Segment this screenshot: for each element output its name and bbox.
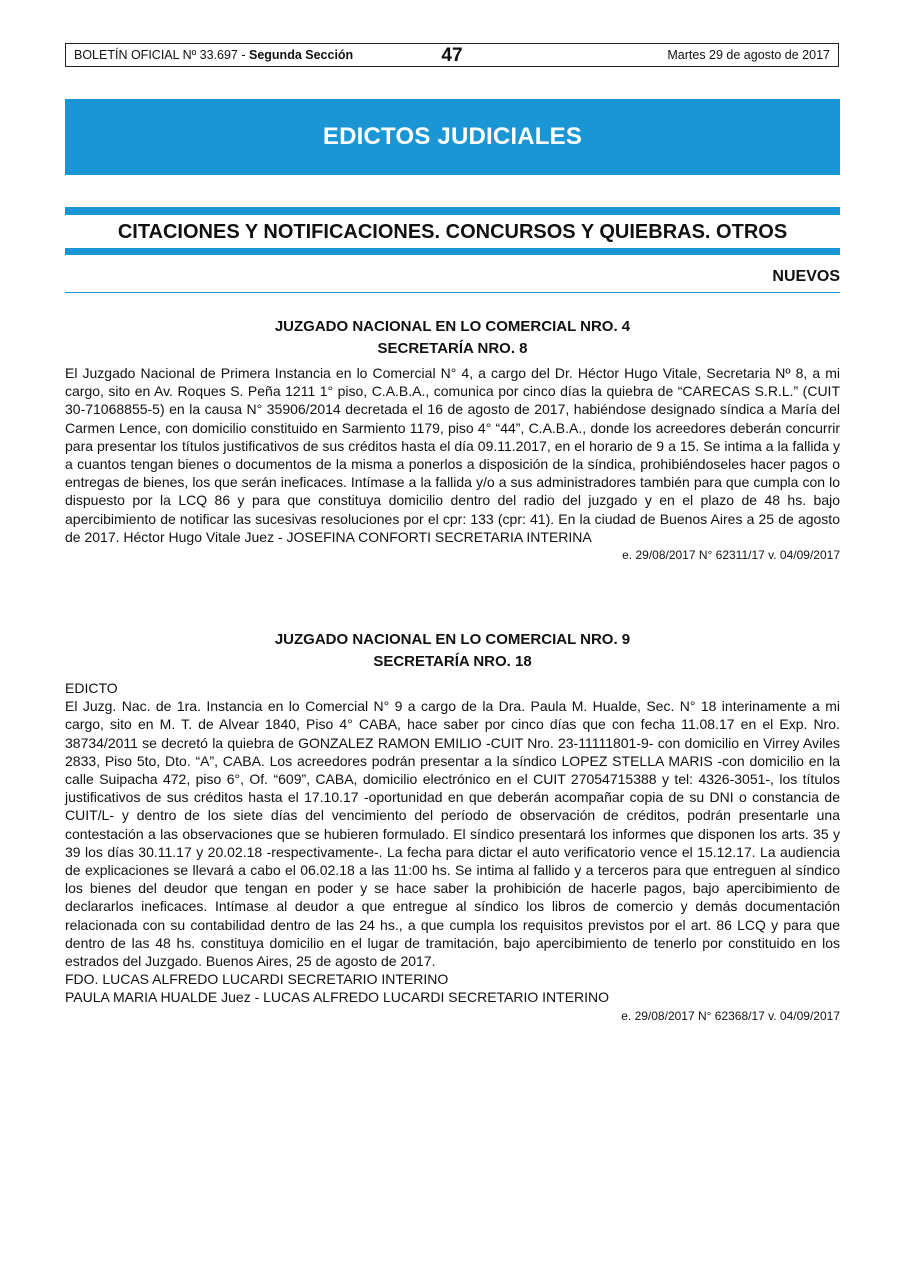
subsection-rule bbox=[65, 292, 840, 293]
edict-signature: FDO. LUCAS ALFREDO LUCARDI SECRETARIO INTERINO bbox=[65, 971, 449, 988]
page-header bbox=[65, 43, 839, 67]
edict-1 bbox=[65, 316, 840, 564]
banner-title: EDICTOS JUDICIALES bbox=[65, 99, 840, 175]
section-title: CITACIONES Y NOTIFICACIONES. CONCURSOS Y QUIEBRAS. OTROS bbox=[117, 221, 788, 243]
section-name: Segunda Sección bbox=[249, 48, 354, 62]
section-rule-top bbox=[65, 207, 840, 215]
header-publication bbox=[74, 48, 353, 62]
edict-signature: PAULA MARIA HUALDE Juez - LUCAS ALFREDO LUCARDI SECRETARIO INTERINO bbox=[65, 989, 610, 1006]
subsection-label: NUEVOS bbox=[772, 268, 840, 285]
edict-reference: e. 29/08/2017 N° 62368/17 v. 04/09/2017 bbox=[621, 1008, 840, 1023]
page-number: 47 bbox=[441, 45, 463, 66]
edict-court: JUZGADO NACIONAL EN LO COMERCIAL NRO. 4 bbox=[274, 318, 631, 335]
publication-number: BOLETÍN OFICIAL Nº 33.697 - bbox=[74, 48, 249, 62]
edict-label: EDICTO bbox=[65, 680, 118, 696]
edict-court: JUZGADO NACIONAL EN LO COMERCIAL NRO. 9 bbox=[274, 631, 631, 648]
edict-2 bbox=[65, 629, 840, 1025]
edict-body: El Juzgado Nacional de Primera Instancia en lo Comercial N° 4, a cargo del Dr. Héctor Hugo Vitale, Secretaria Nº 8, a mi cargo, sito en Av. Roques S. Peña 1211 1° piso, C.A.B.A., comunica por cinco días la quiebra de “CARECAS S.R.L.” (CUIT 30-71068855-5) en la causa N° 35906/2014 decretada el 16 de agosto de 2017, habiéndose designado síndica a María del Carmen Lence, con domicilio constituido en Sarmiento 1179, piso 4° “44”, C.A.B.A., donde los acreedores deberán concurrir para presentar los títulos justificativos de sus créditos hasta el día 09.11.2017, en el horario de 9 a 15. Se intima a la fallida y a cuantos tengan bienes o documentos de la misma a ponerlos a disposición de la síndica, prohibiéndoseles hacer pagos o entregas de bienes, los que serán ineficaces. Intímase a la fallida y/o a sus administradores también para que cumpla con lo dispuesto por la LCQ 86 y para que constituya domicilio dentro del radio del juzgado y en el plazo de 48 hs. bajo apercibimiento de notificar las sucesivas resoluciones por el cpr: 133 (cpr: 41). En la ciudad de Buenos Aires a 25 de agosto de 2017. Héctor Hugo Vitale Juez - JOSEFINA CONFORTI SECRETARIA INTERINA bbox=[65, 365, 840, 545]
section-rule-bottom bbox=[65, 248, 840, 255]
edict-secretariat: SECRETARÍA NRO. 8 bbox=[377, 340, 528, 357]
header-date: Martes 29 de agosto de 2017 bbox=[667, 48, 830, 62]
edict-body: El Juzg. Nac. de 1ra. Instancia en lo Comercial N° 9 a cargo de la Dra. Paula M. Hualde, Sec. N° 18 interinamente a mi cargo, sito en M. T. de Alvear 1840, Piso 4° CABA, hace saber por cinco días que con fecha 11.08.17 en el Exp. Nro. 38734/2011 se decretó la quiebra de GONZALEZ RAMON EMILIO -CUIT Nro. 23-11111801-9- con domicilio en Virrey Aviles 2833, Piso 5to, Dto. “A”, CABA. Los acreedores podrán presentar a la síndico LOPEZ STELLA MARIS -con domicilio en la calle Suipacha 472, piso 6°, Of. “609”, CABA, domicilio electrónico en el CUIT 27054715388 y tel: 4326-3051-, los títulos justificativos de sus créditos hasta el 17.10.17 -oportunidad en que deberán acompañar copia de su DNI o constancia de CUIT/L- y dentro de los siete días del vencimiento del período de observación de créditos, podrán presentarle una contestación a las observaciones que se hubieren formulado. El síndico presentará los informes que disponen los arts. 35 y 39 los días 30.11.17 y 20.02.18 -respectivamente-. La fecha para dictar el auto verificatorio vence el 15.12.17. La audiencia de explicaciones se llevará a cabo el 06.02.18 a las 11:00 hs. Se intima al fallido y a terceros para que entreguen al síndico los bienes del deudor que tengan en poder y se hace saber la prohibición de hacerle pagos, bajo apercibimiento de declararlos ineficaces. Intímase al deudor a que entregue al síndico los libros de comercio y demás documentación relacionada con su contabilidad dentro de las 24 hs., a que cumpla los requisitos previstos por el art. 86 LCQ y para que dentro de las 48 hs. constituya domicilio en el lugar de tramitación, bajo apercibimiento de tenerlo por constituido en los estrados del Juzgado. Buenos Aires, 25 de agosto de 2017. bbox=[65, 698, 840, 970]
edict-reference: e. 29/08/2017 N° 62311/17 v. 04/09/2017 bbox=[622, 548, 840, 563]
edict-secretariat: SECRETARÍA NRO. 18 bbox=[373, 653, 532, 670]
